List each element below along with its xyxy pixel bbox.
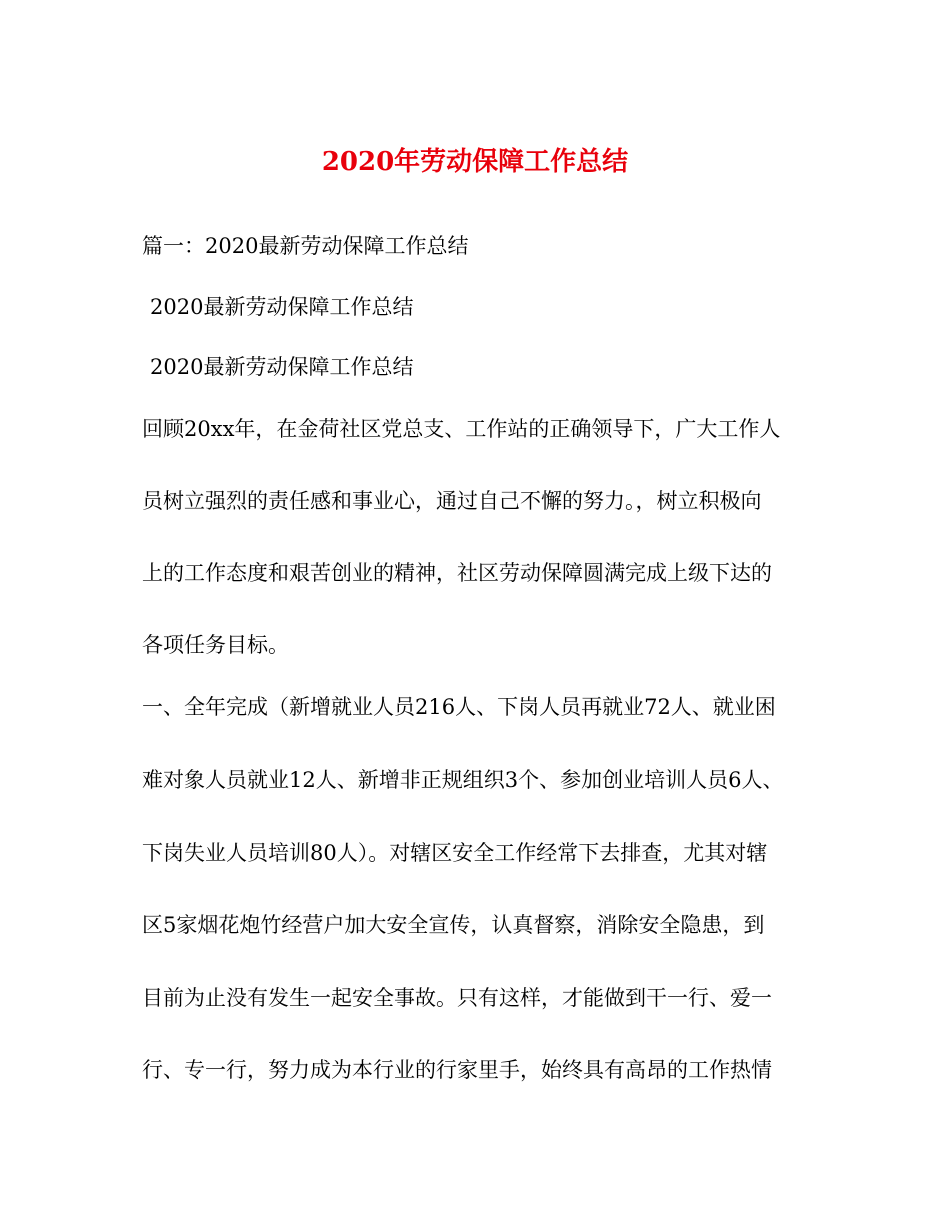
subtitle-line: 2020最新劳动保障工作总结 [150, 355, 414, 379]
body-text-line: 回顾20xx年，在金荷社区党总支、工作站的正确领导下，广大工作人 [142, 417, 781, 441]
subtitle-line: 2020最新劳动保障工作总结 [150, 295, 414, 319]
section-heading: 篇一：2020最新劳动保障工作总结 [142, 234, 469, 258]
body-text-line: 员树立强烈的责任感和事业心，通过自己不懈的努力。，树立积极向 [142, 489, 762, 513]
body-text-line: 上的工作态度和艰苦创业的精神，社区劳动保障圆满完成上级下达的 [142, 561, 772, 585]
body-text-line: 行、专一行，努力成为本行业的行家里手，始终具有高昂的工作热情 [142, 1058, 772, 1082]
body-text-line: 难对象人员就业12人、新增非正规组织3个、参加创业培训人员6人、 [142, 768, 784, 792]
body-text-line: 一、全年完成（新增就业人员216人、下岗人员再就业72人、就业困 [142, 695, 776, 719]
body-text-line: 区5家烟花炮竹经营户加大安全宣传，认真督察，消除安全隐患，到 [142, 913, 765, 937]
body-text-line: 目前为止没有发生一起安全事故。只有这样，才能做到干一行、爱一 [142, 986, 772, 1010]
body-text-line: 各项任务目标。 [142, 633, 289, 657]
body-text-line: 下岗失业人员培训80人）。对辖区安全工作经常下去排查，尤其对辖 [142, 841, 768, 865]
document-title: 2020年劳动保障工作总结 [321, 147, 629, 177]
